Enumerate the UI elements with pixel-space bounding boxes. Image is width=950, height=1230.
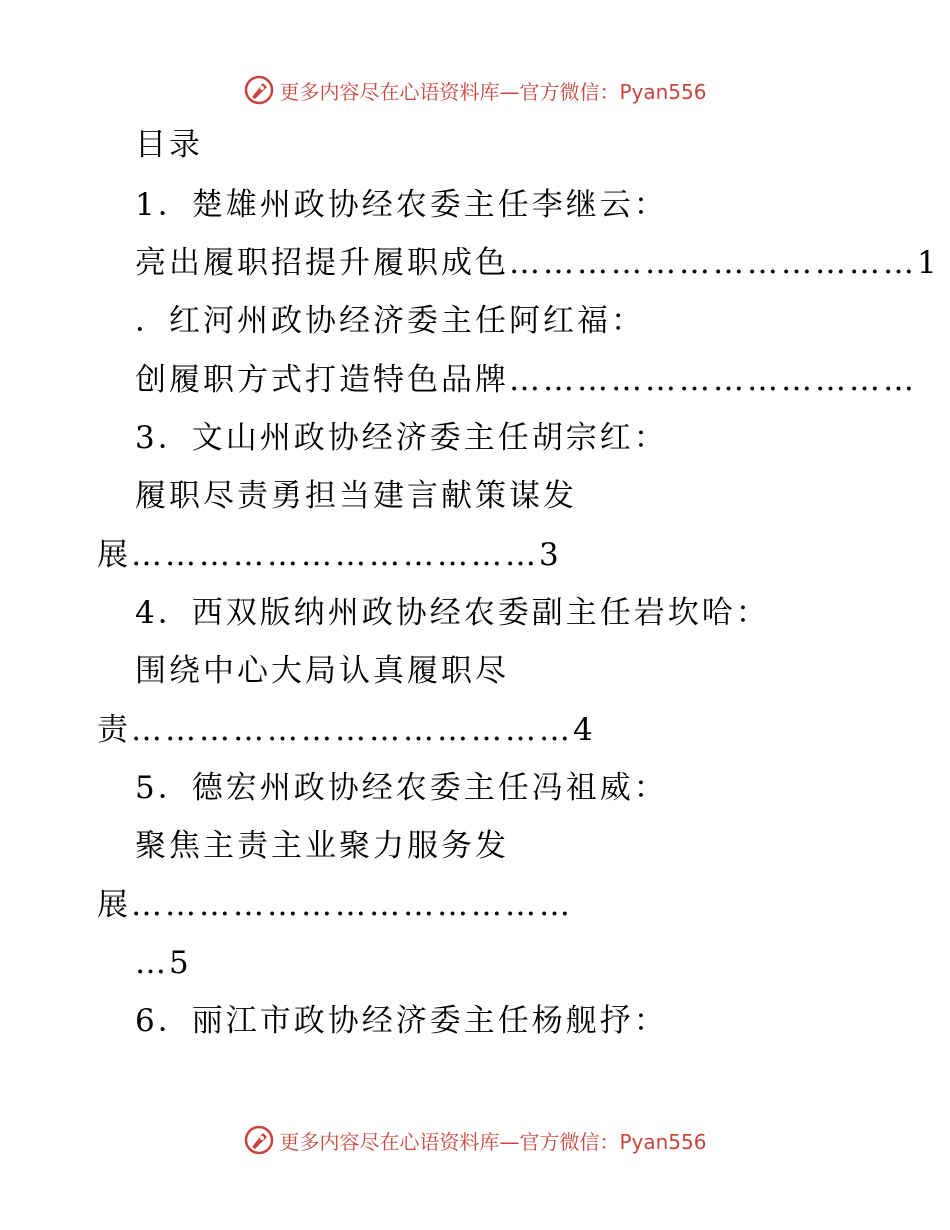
toc-entry-5-subtitle-cont: 展………………………………… (97, 887, 573, 923)
footer-watermark (0, 1120, 950, 1160)
toc-entry-2-subtitle: 创履职方式打造特色品牌……………………………… (135, 362, 917, 398)
toc-entry-1-subtitle: 亮出履职招提升履职成色………………………………1 (135, 245, 940, 281)
toc-heading: 目录 (135, 127, 203, 163)
toc-entry-5-title: 5．德宏州政协经农委主任冯祖威： (135, 770, 668, 806)
toc-entry-5-subtitle: 聚焦主责主业聚力服务发 (135, 828, 509, 864)
toc-entry-3-subtitle-cont: 展………………………………3 (97, 537, 562, 573)
toc-entry-3-title: 3．文山州政协经济委主任胡宗红： (135, 420, 668, 456)
toc-entry-4-subtitle-cont: 责…………………………………4 (97, 712, 596, 748)
pen-nib-logo-icon (243, 1124, 275, 1156)
pen-nib-logo-icon (243, 74, 275, 106)
header-watermark (0, 70, 950, 110)
toc-entry-4-subtitle: 围绕中心大局认真履职尽 (135, 653, 509, 689)
toc-entry-2-title: ．红河州政协经济委主任阿红福： (135, 303, 645, 339)
toc-entry-3-subtitle: 履职尽责勇担当建言献策谋发 (135, 478, 577, 514)
watermark-text: 更多内容尽在心语资料库—官方微信：Pyan556 (279, 79, 707, 104)
toc-entry-4-title: 4．西双版纳州政协经农委副主任岩坎哈： (135, 595, 770, 631)
toc-entry-6-title: 6．丽江市政协经济委主任杨舰抒： (135, 1003, 668, 1039)
toc-entry-5-page: …5 (135, 945, 192, 981)
toc-entry-1-title: 1．楚雄州政协经农委主任李继云： (135, 187, 668, 223)
watermark-text: 更多内容尽在心语资料库—官方微信：Pyan556 (279, 1129, 707, 1154)
